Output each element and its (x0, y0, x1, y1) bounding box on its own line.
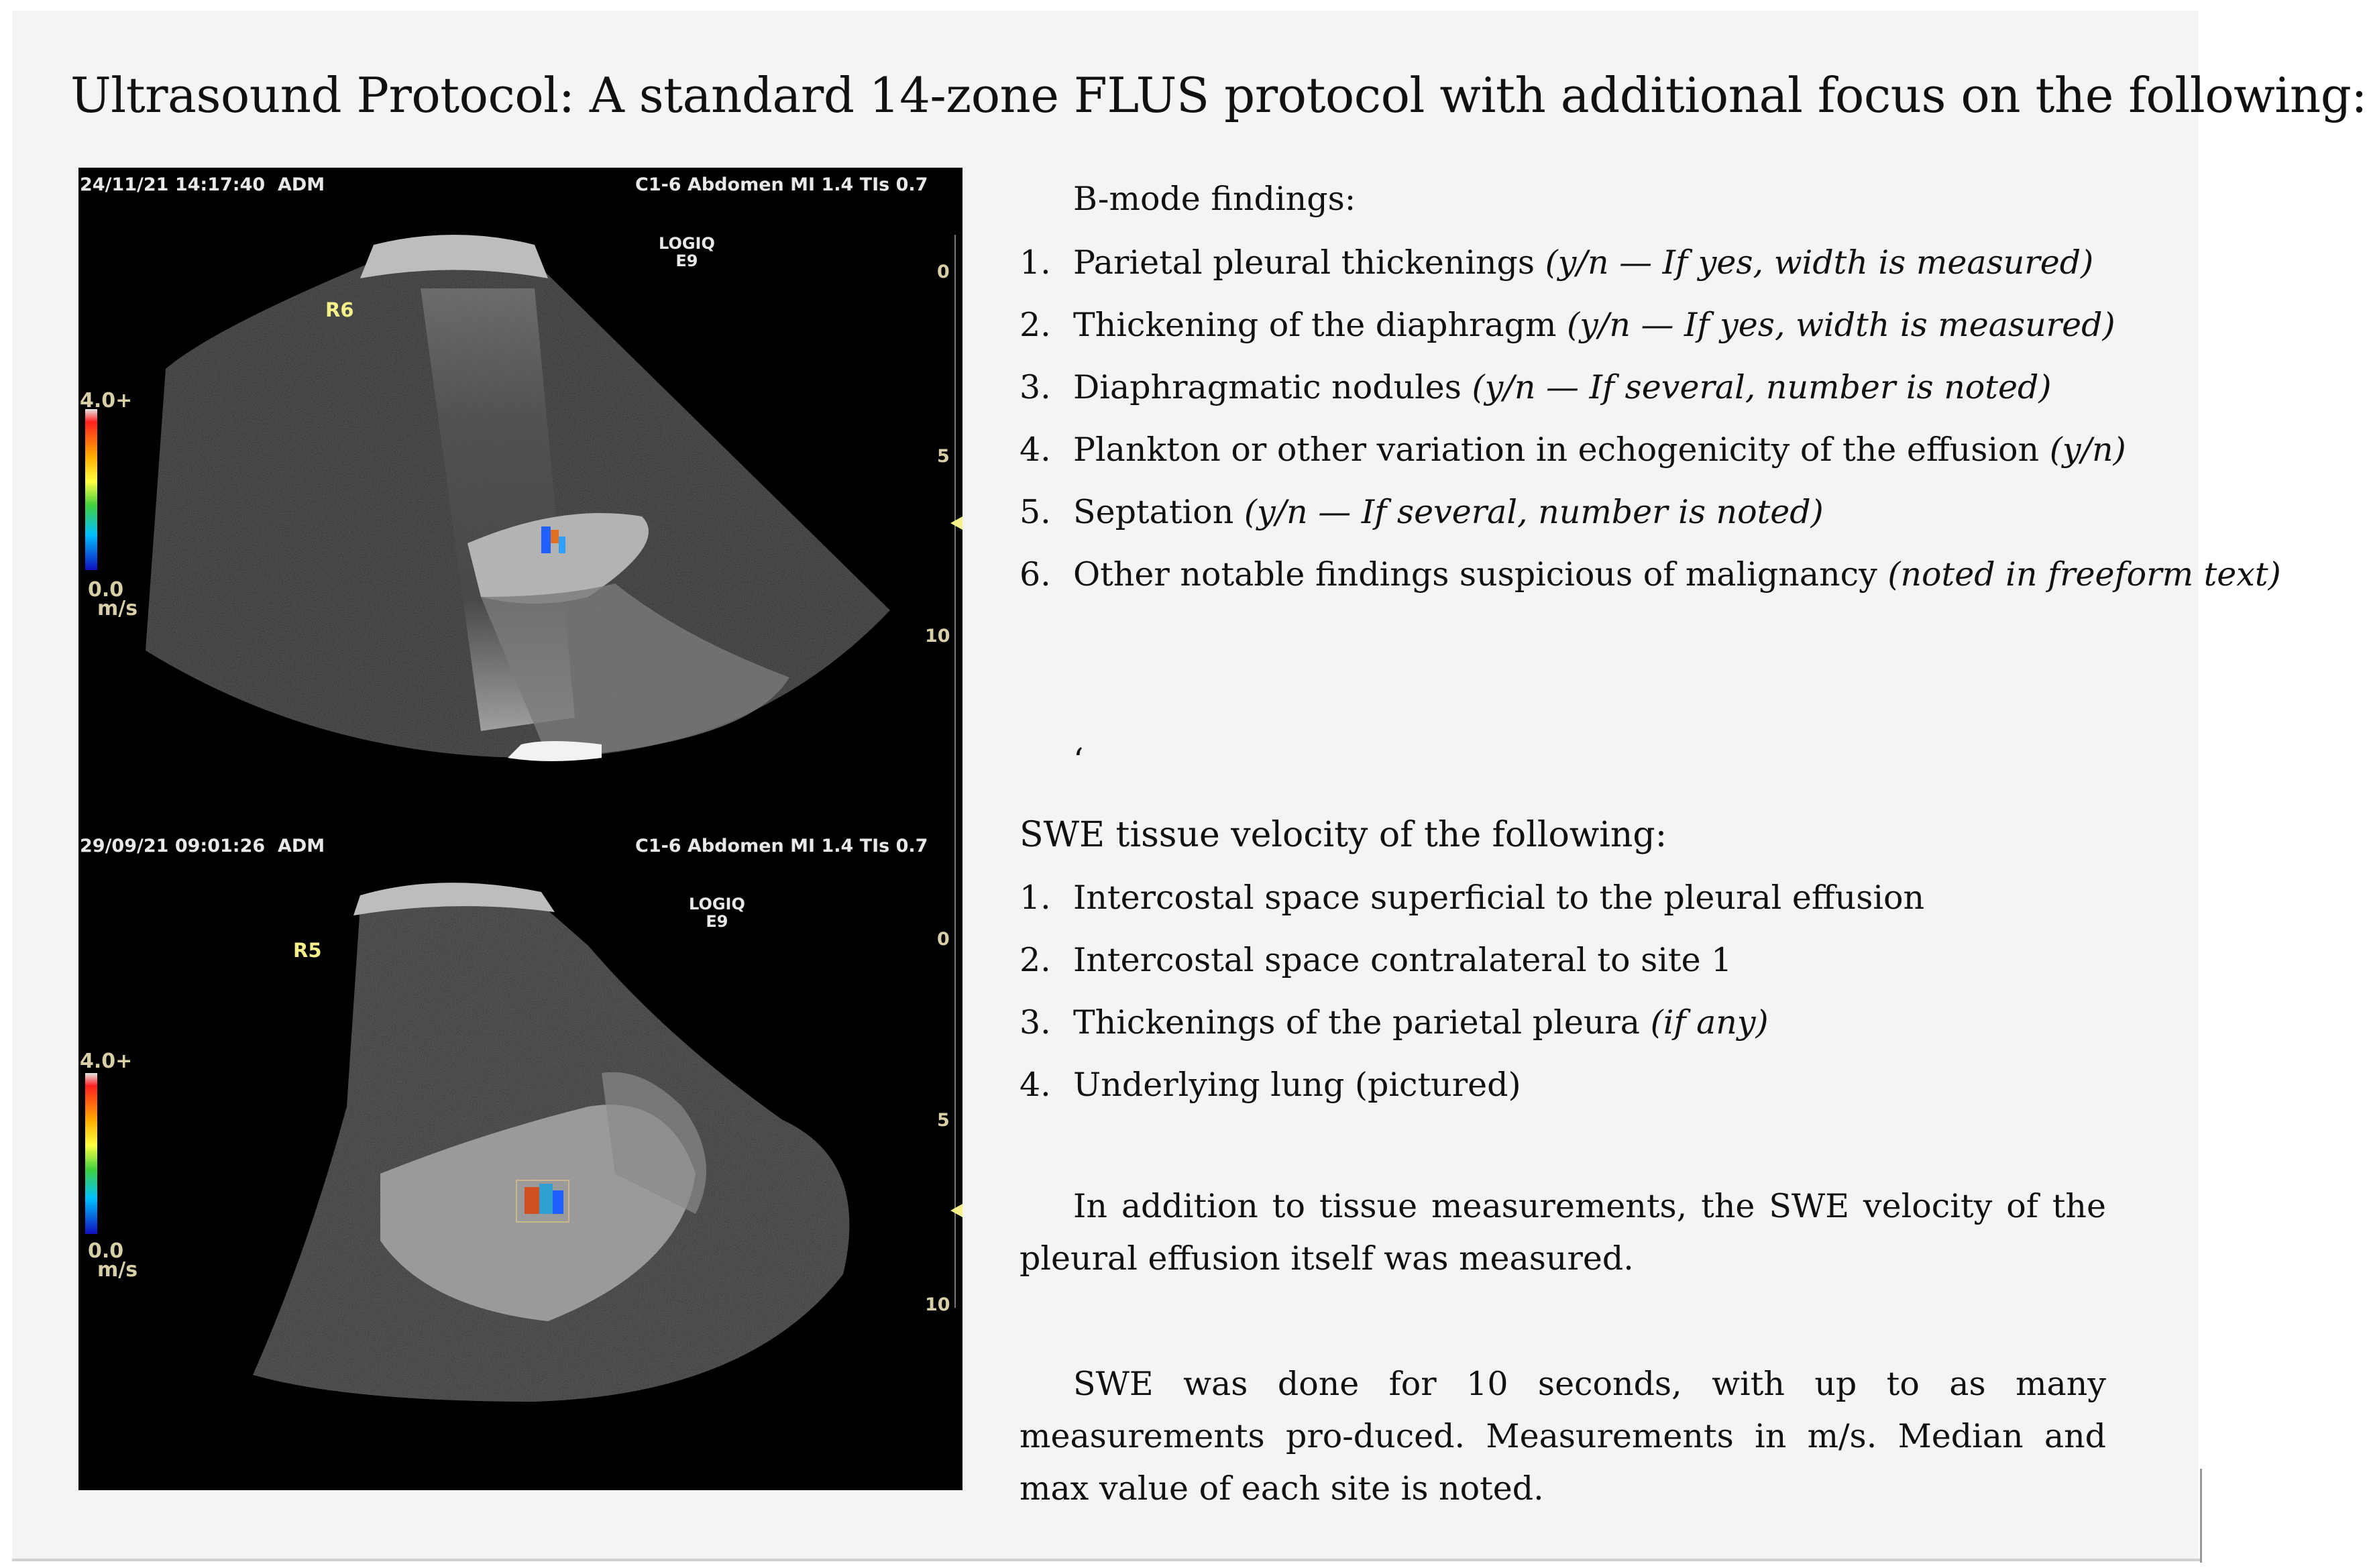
page-edge (12, 1559, 2200, 1561)
depth-mark: 10 (925, 1294, 950, 1315)
stray-mark: ‘ (1073, 741, 1084, 779)
list-item: 6. Other notable findings suspicious of malignancy (noted in freeform text) (1020, 555, 2281, 594)
swe-heading: SWE tissue velocity of the following: (1020, 815, 1667, 855)
zone-label: R6 (325, 298, 354, 321)
scanner-logo: LOGIQ E9 (659, 234, 715, 270)
paragraph: In addition to tissue measurements, the SWE velocity of the pleural effusion itself was measured. (1020, 1187, 2106, 1278)
list-item: 3. Diaphragmatic nodules (y/n — If several, number is noted) (1020, 368, 2052, 406)
timestamp: 24/11/21 14:17:40 ADM (80, 174, 325, 195)
ultrasound-bottom (85, 883, 962, 1402)
zone-label: R5 (293, 939, 322, 962)
page-title: Ultrasound Protocol: A standard 14-zone FLUS protocol with additional focus on the following: (70, 67, 2367, 123)
ultrasound-figure (78, 168, 962, 1490)
scanner-logo: LOGIQ E9 (689, 895, 745, 931)
probe-info: C1-6 Abdomen MI 1.4 TIs 0.7 (635, 836, 928, 856)
paragraph: SWE was done for 10 seconds, with up to as many measurements pro-duced. Measurements in m/s. Median and max value of each site is noted. (1020, 1365, 2106, 1508)
timestamp: 29/09/21 09:01:26 ADM (80, 836, 325, 856)
depth-mark: 5 (937, 1110, 950, 1131)
scrollbar[interactable] (2200, 1469, 2202, 1563)
ultrasound-images (78, 168, 962, 1490)
list-item: 2. Thickening of the diaphragm (y/n — If yes, width is measured) (1020, 306, 2115, 344)
scale-unit: m/s (97, 597, 138, 620)
probe-info: C1-6 Abdomen MI 1.4 TIs 0.7 (635, 174, 928, 195)
depth-mark: 0 (937, 262, 950, 282)
list-item: 4. Underlying lung (pictured) (1020, 1066, 1521, 1104)
list-item: 4. Plankton or other variation in echogenicity of the effusion (y/n) (1020, 431, 2126, 469)
scale-max: 4.0+ (80, 389, 133, 412)
scale-min: 0.0 (88, 1239, 124, 1263)
depth-mark: 5 (937, 446, 950, 467)
depth-mark: 10 (925, 626, 950, 647)
list-item: 3. Thickenings of the parietal pleura (if any) (1020, 1003, 1769, 1042)
scale-max: 4.0+ (80, 1050, 133, 1073)
bmode-heading: B-mode findings: (1073, 180, 1356, 218)
scale-min: 0.0 (88, 578, 124, 602)
list-item: 5. Septation (y/n — If several, number is noted) (1020, 493, 1824, 531)
list-item: 1. Intercostal space superficial to the pleural effusion (1020, 879, 1925, 917)
scale-unit: m/s (97, 1258, 138, 1282)
list-item: 1. Parietal pleural thickenings (y/n — If yes, width is measured) (1020, 243, 2094, 282)
depth-mark: 0 (937, 929, 950, 950)
list-item: 2. Intercostal space contralateral to site 1 (1020, 941, 1732, 979)
